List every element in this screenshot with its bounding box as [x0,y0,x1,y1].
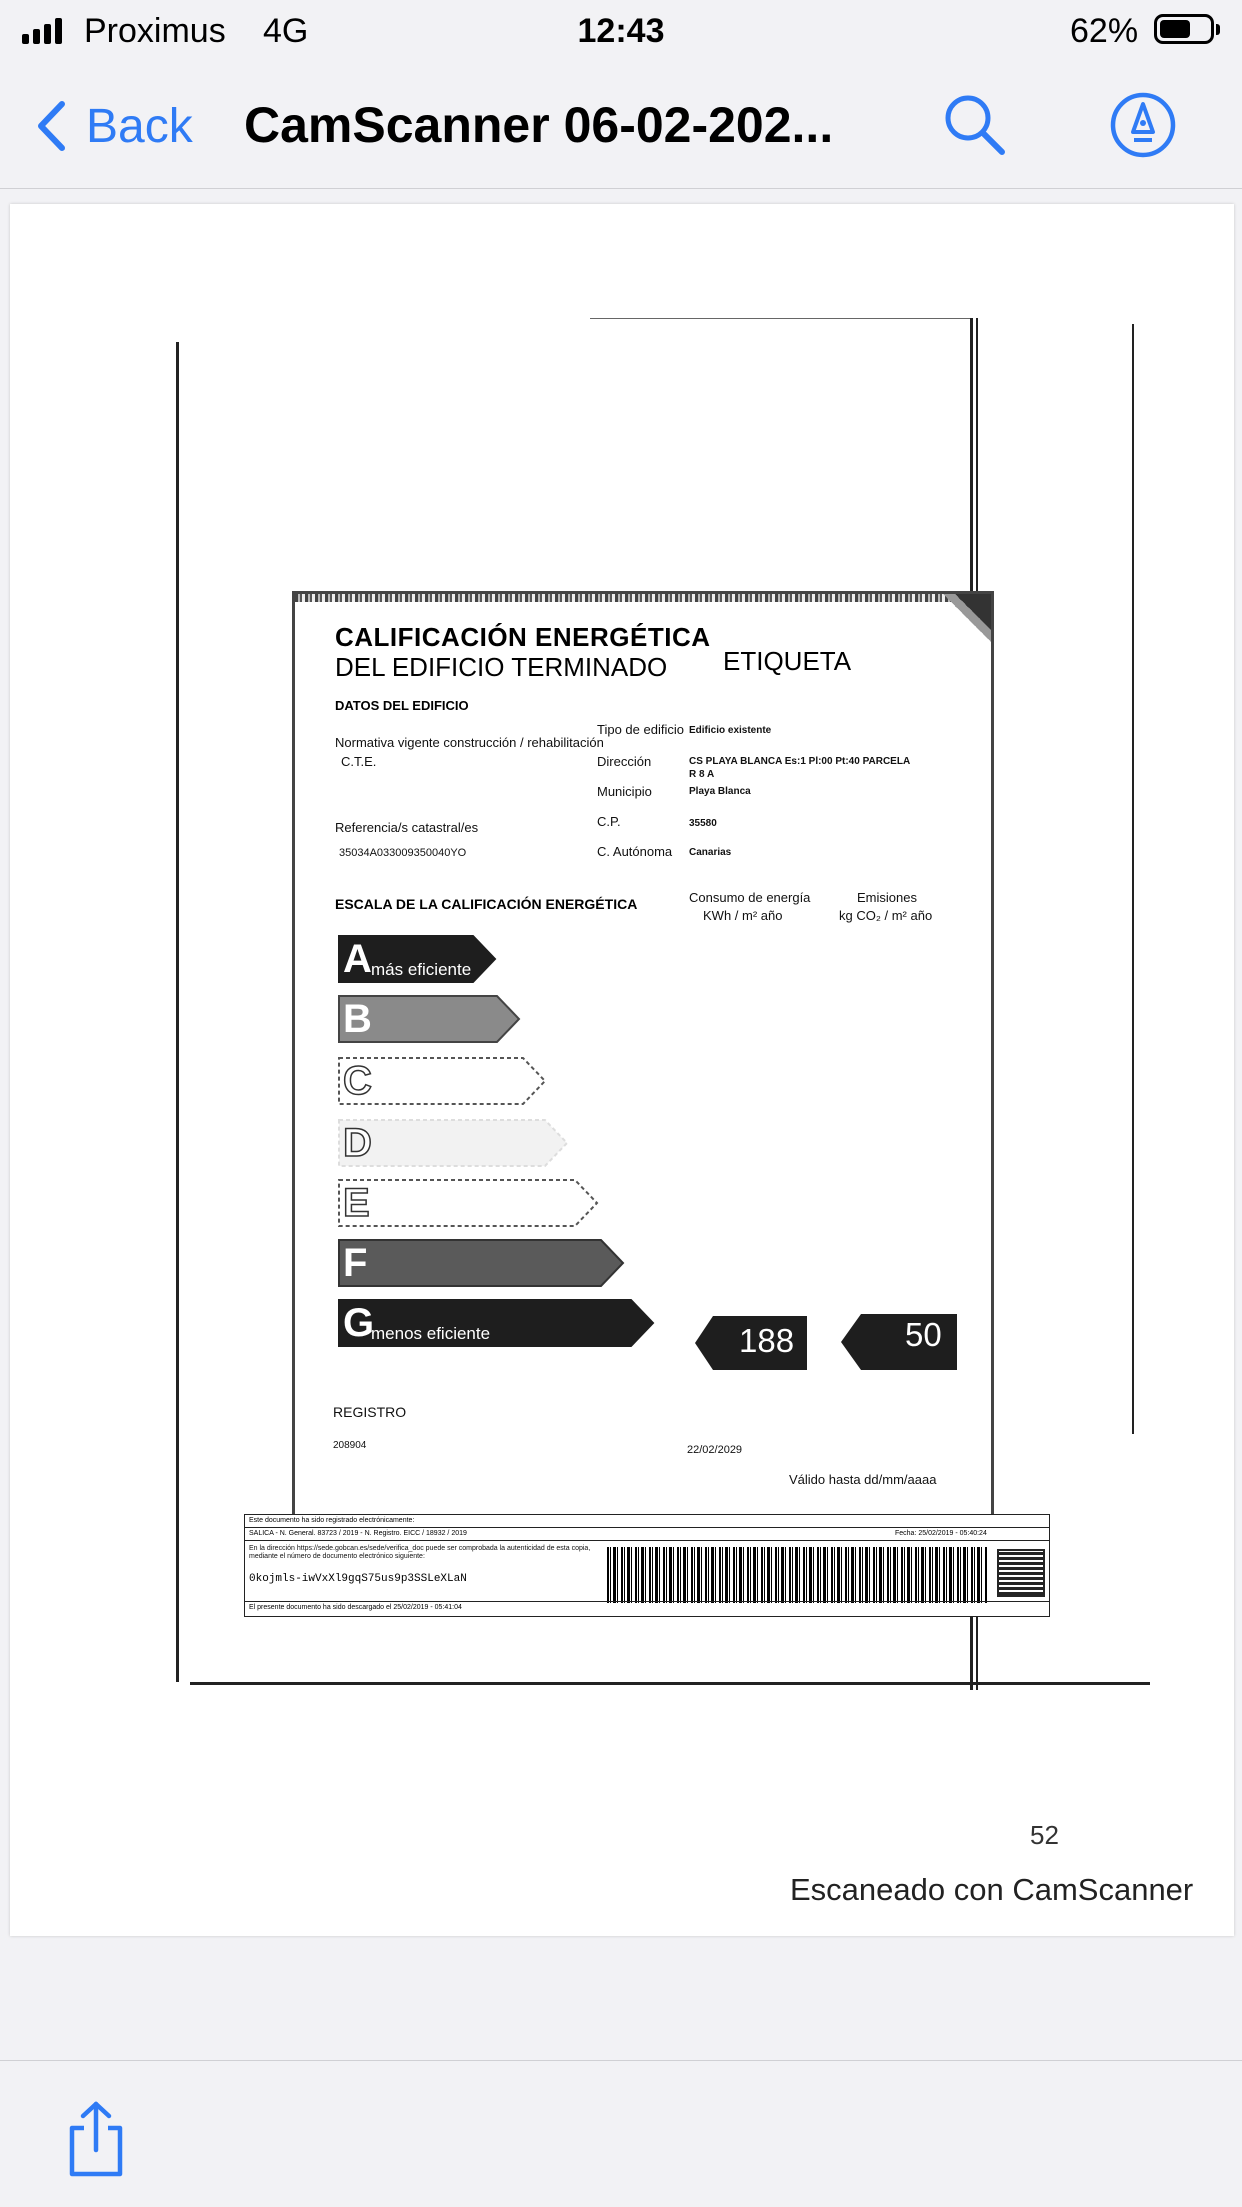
normativa-label: Normativa vigente construcción / rehabilitación [335,735,604,750]
referencia-value: 35034A033009350040YO [339,847,467,859]
rating-band-b [337,994,521,1044]
direccion-value-2: R 8 A [689,769,715,780]
band-letter: B [343,997,372,1041]
registro-label: REGISTRO [333,1404,407,1420]
share-icon[interactable] [64,2100,128,2180]
clock: 12:43 [577,12,665,50]
carrier-name: Proximus [84,12,226,50]
band-letter: C [343,1059,372,1103]
band-letter: F [343,1241,368,1285]
band-subtitle: menos eficiente [371,1324,491,1343]
band-letter: D [343,1121,372,1165]
navigation-bar [0,64,1242,189]
emisiones-label-2: kg CO₂ / m² año [839,908,933,923]
document-title: CamScanner 06-02-202... [244,97,834,153]
scan-border-left [176,342,179,1682]
scan-border-right [1132,324,1134,1434]
scanned-page [10,204,1234,1936]
stamp-fecha: Fecha: 25/02/2019 - 05:40:24 [895,1530,987,1537]
autonomia-value: Canarias [689,847,732,858]
band-subtitle: más eficiente [371,960,472,979]
emisiones-value: 50 [905,1316,942,1353]
municipio-value: Playa Blanca [689,786,751,797]
toolbar-divider [0,2060,1242,2061]
rating-band-c [337,1056,547,1106]
chevron-left-icon [36,100,66,152]
registry-stamp [244,1514,1050,1617]
section-escala: ESCALA DE LA CALIFICACIÓN ENERGÉTICA [335,896,638,912]
cp-value: 35580 [689,818,717,829]
band-arrow-shape [337,1178,599,1228]
energy-label-card [292,591,994,1591]
stamp-line-2-text: SALICA - N. General. 83723 / 2019 - N. Registro. EICC / 18932 / 2019 [249,1530,467,1537]
network-type: 4G [263,12,309,50]
rating-band-g [337,1298,655,1348]
cp-label: C.P. [597,814,621,829]
back-label: Back [86,99,193,153]
emisiones-value-tag [841,1314,957,1370]
search-icon[interactable] [940,90,1008,158]
normativa-value: C.T.E. [341,754,377,769]
rating-band-f [337,1238,625,1288]
valido-label: Válido hasta dd/mm/aaaa [789,1472,937,1487]
municipio-label: Municipio [597,784,652,799]
label-title-line2: DEL EDIFICIO TERMINADO [335,652,668,682]
back-button[interactable] [36,94,193,158]
band-letter: E [343,1181,370,1225]
referencia-label: Referencia/s catastral/es [335,820,479,835]
rating-band-d [337,1118,569,1168]
label-title-line1: CALIFICACIÓN ENERGÉTICA [335,622,711,652]
consumo-label-1: Consumo de energía [689,890,811,905]
registro-date: 22/02/2029 [687,1444,743,1456]
rating-band-a [337,934,497,984]
stamp-line-2 [245,1528,1049,1541]
stamp-line-3: En la dirección https://sede.gobcan.es/sede/verifica_doc puede ser comprobada la autenticidad de esta copia, mediante el número de documento electrónico siguiente: [249,1545,591,1560]
stamp-line-4: El presente documento ha sido descargado el 25/02/2019 - 05:41:04 [245,1601,1049,1614]
consumo-label-2: KWh / m² año [703,908,783,923]
qr-code-image [997,1549,1045,1597]
consumo-value: 188 [739,1322,795,1359]
page-number: 52 [1030,1820,1059,1850]
barcode-image [607,1547,987,1603]
direccion-value-1: CS PLAYA BLANCA Es:1 Pl:00 Pt:40 PARCELA [689,756,911,767]
label-tag: ETIQUETA [723,646,852,676]
battery-icon [1154,14,1214,44]
battery-percentage: 62% [1070,12,1139,50]
direccion-label: Dirección [597,754,652,769]
autonomia-label: C. Autónoma [597,844,673,859]
tipo-value: Edificio existente [689,725,772,736]
scan-border-bottom [190,1682,1150,1685]
band-arrow-shape [337,1238,625,1288]
registro-value: 208904 [333,1440,367,1451]
scan-border-top [590,318,970,319]
consumo-value-tag [695,1316,807,1370]
emisiones-label-1: Emisiones [857,890,917,905]
stamp-code: 0kojmls-iwVxXl9gqS75us9p3SSLeXLaN [249,1573,467,1585]
band-letter: G [343,1301,375,1345]
section-datos: DATOS DEL EDIFICIO [335,698,469,713]
camscanner-watermark: Escaneado con CamScanner [790,1872,1194,1907]
rating-band-e [337,1178,599,1228]
tipo-label: Tipo de edificio [597,722,684,737]
band-letter: A [343,937,372,981]
markup-pen-icon[interactable] [1108,90,1178,160]
status-bar [0,0,1242,64]
stamp-line-1: Este documento ha sido registrado electrónicamente: [245,1515,1049,1528]
